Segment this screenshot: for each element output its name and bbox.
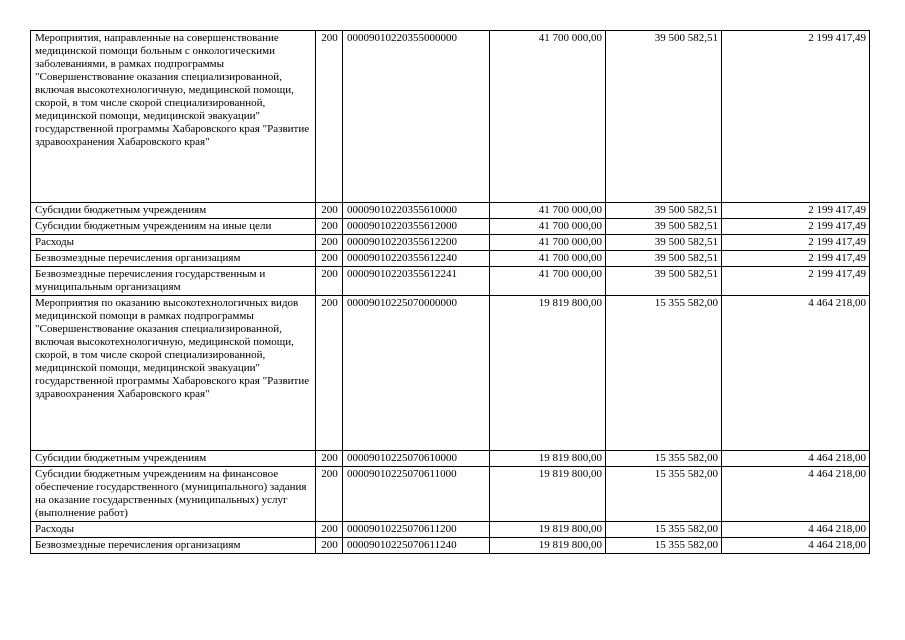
row-name: Мероприятия, направленные на совершенствование медицинской помощи больным с онкологическими заболеваниями, в рамках подпрограммы "Совершенствование оказания специализированной, включая высокотехнологичную, медицинской помощи, скорой, в том числе скорой специализированной, медицинской помощи, медицинской эвакуации" государственной программы Хабаровского края "Развитие здравоохранения Хабаровского края" — [35, 32, 310, 148]
row-remainder-cell: 4 464 218,00 — [722, 296, 870, 451]
row-code-cell: 200 — [316, 235, 343, 251]
budget-table — [30, 30, 870, 554]
row-code-cell: 200 — [316, 451, 343, 467]
row-remainder-cell: 2 199 417,49 — [722, 31, 870, 203]
row-code-cell: 200 — [316, 267, 343, 296]
row-plan-cell: 19 819 800,00 — [490, 296, 606, 451]
row-kbk-cell: 00009010220355612200 — [343, 235, 490, 251]
row-executed-cell: 15 355 582,00 — [606, 296, 722, 451]
table-row — [31, 522, 870, 538]
row-code-cell: 200 — [316, 522, 343, 538]
row-kbk-cell: 00009010225070611200 — [343, 522, 490, 538]
table-row — [31, 267, 870, 296]
row-kbk-cell: 00009010225070611240 — [343, 538, 490, 554]
row-executed-cell: 15 355 582,00 — [606, 522, 722, 538]
row-plan-cell: 41 700 000,00 — [490, 267, 606, 296]
document-page — [30, 30, 870, 554]
row-code-cell: 200 — [316, 31, 343, 203]
table-row — [31, 296, 870, 451]
row-executed-cell: 15 355 582,00 — [606, 538, 722, 554]
table-row — [31, 31, 870, 203]
row-code-cell: 200 — [316, 219, 343, 235]
row-code-cell: 200 — [316, 251, 343, 267]
row-executed-cell: 39 500 582,51 — [606, 219, 722, 235]
row-executed-cell: 15 355 582,00 — [606, 451, 722, 467]
row-remainder-cell: 2 199 417,49 — [722, 235, 870, 251]
row-name-cell: Расходы — [31, 522, 316, 538]
row-code-cell: 200 — [316, 538, 343, 554]
row-name-cell: Безвозмездные перечисления государственным и муниципальным организациям — [31, 267, 316, 296]
row-kbk-cell: 00009010220355610000 — [343, 203, 490, 219]
row-name-cell: Безвозмездные перечисления организациям — [31, 538, 316, 554]
row-remainder-cell: 2 199 417,49 — [722, 267, 870, 296]
row-remainder-cell: 2 199 417,49 — [722, 219, 870, 235]
table-row — [31, 219, 870, 235]
row-executed-cell: 15 355 582,00 — [606, 467, 722, 522]
table-row — [31, 467, 870, 522]
row-kbk-cell: 00009010225070610000 — [343, 451, 490, 467]
row-executed-cell: 39 500 582,51 — [606, 235, 722, 251]
row-kbk-cell: 00009010225070611000 — [343, 467, 490, 522]
row-code-cell: 200 — [316, 467, 343, 522]
row-name-cell — [31, 296, 316, 451]
row-kbk-cell: 00009010220355000000 — [343, 31, 490, 203]
row-code-cell: 200 — [316, 203, 343, 219]
row-name-cell: Безвозмездные перечисления организациям — [31, 251, 316, 267]
row-kbk-cell: 00009010220355612241 — [343, 267, 490, 296]
row-executed-cell: 39 500 582,51 — [606, 251, 722, 267]
row-name-cell: Субсидии бюджетным учреждениям на финансовое обеспечение государственного (муниципального) задания на оказание государственных (муниципальных) услуг (выполнение работ) — [31, 467, 316, 522]
row-name-cell: Субсидии бюджетным учреждениям — [31, 451, 316, 467]
row-name-cell: Расходы — [31, 235, 316, 251]
row-code-cell: 200 — [316, 296, 343, 451]
row-name-cell: Субсидии бюджетным учреждениям — [31, 203, 316, 219]
row-plan-cell: 19 819 800,00 — [490, 451, 606, 467]
row-plan-cell: 19 819 800,00 — [490, 538, 606, 554]
row-plan-cell: 41 700 000,00 — [490, 203, 606, 219]
row-remainder-cell: 2 199 417,49 — [722, 203, 870, 219]
row-remainder-cell: 4 464 218,00 — [722, 538, 870, 554]
row-kbk-cell: 00009010220355612000 — [343, 219, 490, 235]
row-plan-cell: 19 819 800,00 — [490, 522, 606, 538]
row-plan-cell: 19 819 800,00 — [490, 467, 606, 522]
row-name-cell: Субсидии бюджетным учреждениям на иные цели — [31, 219, 316, 235]
row-remainder-cell: 2 199 417,49 — [722, 251, 870, 267]
row-plan-cell: 41 700 000,00 — [490, 235, 606, 251]
table-row — [31, 451, 870, 467]
row-executed-cell: 39 500 582,51 — [606, 203, 722, 219]
row-remainder-cell: 4 464 218,00 — [722, 467, 870, 522]
row-plan-cell: 41 700 000,00 — [490, 219, 606, 235]
row-kbk-cell: 00009010225070000000 — [343, 296, 490, 451]
row-remainder-cell: 4 464 218,00 — [722, 451, 870, 467]
row-plan-cell: 41 700 000,00 — [490, 251, 606, 267]
row-kbk-cell: 00009010220355612240 — [343, 251, 490, 267]
table-row — [31, 203, 870, 219]
table-row — [31, 538, 870, 554]
table-row — [31, 251, 870, 267]
row-plan-cell: 41 700 000,00 — [490, 31, 606, 203]
row-name: Мероприятия по оказанию высокотехнологичных видов медицинской помощи в рамках подпрограммы "Совершенствование оказания специализированной, включая высокотехнологичную, медицинской помощи, скорой, в том числе скорой специализированной, медицинской помощи, медицинской эвакуации" государственной программы Хабаровского края "Развитие здравоохранения Хабаровского края" — [35, 297, 310, 400]
row-remainder-cell: 4 464 218,00 — [722, 522, 870, 538]
row-executed-cell: 39 500 582,51 — [606, 267, 722, 296]
table-row — [31, 235, 870, 251]
row-executed-cell: 39 500 582,51 — [606, 31, 722, 203]
row-name-cell — [31, 31, 316, 203]
